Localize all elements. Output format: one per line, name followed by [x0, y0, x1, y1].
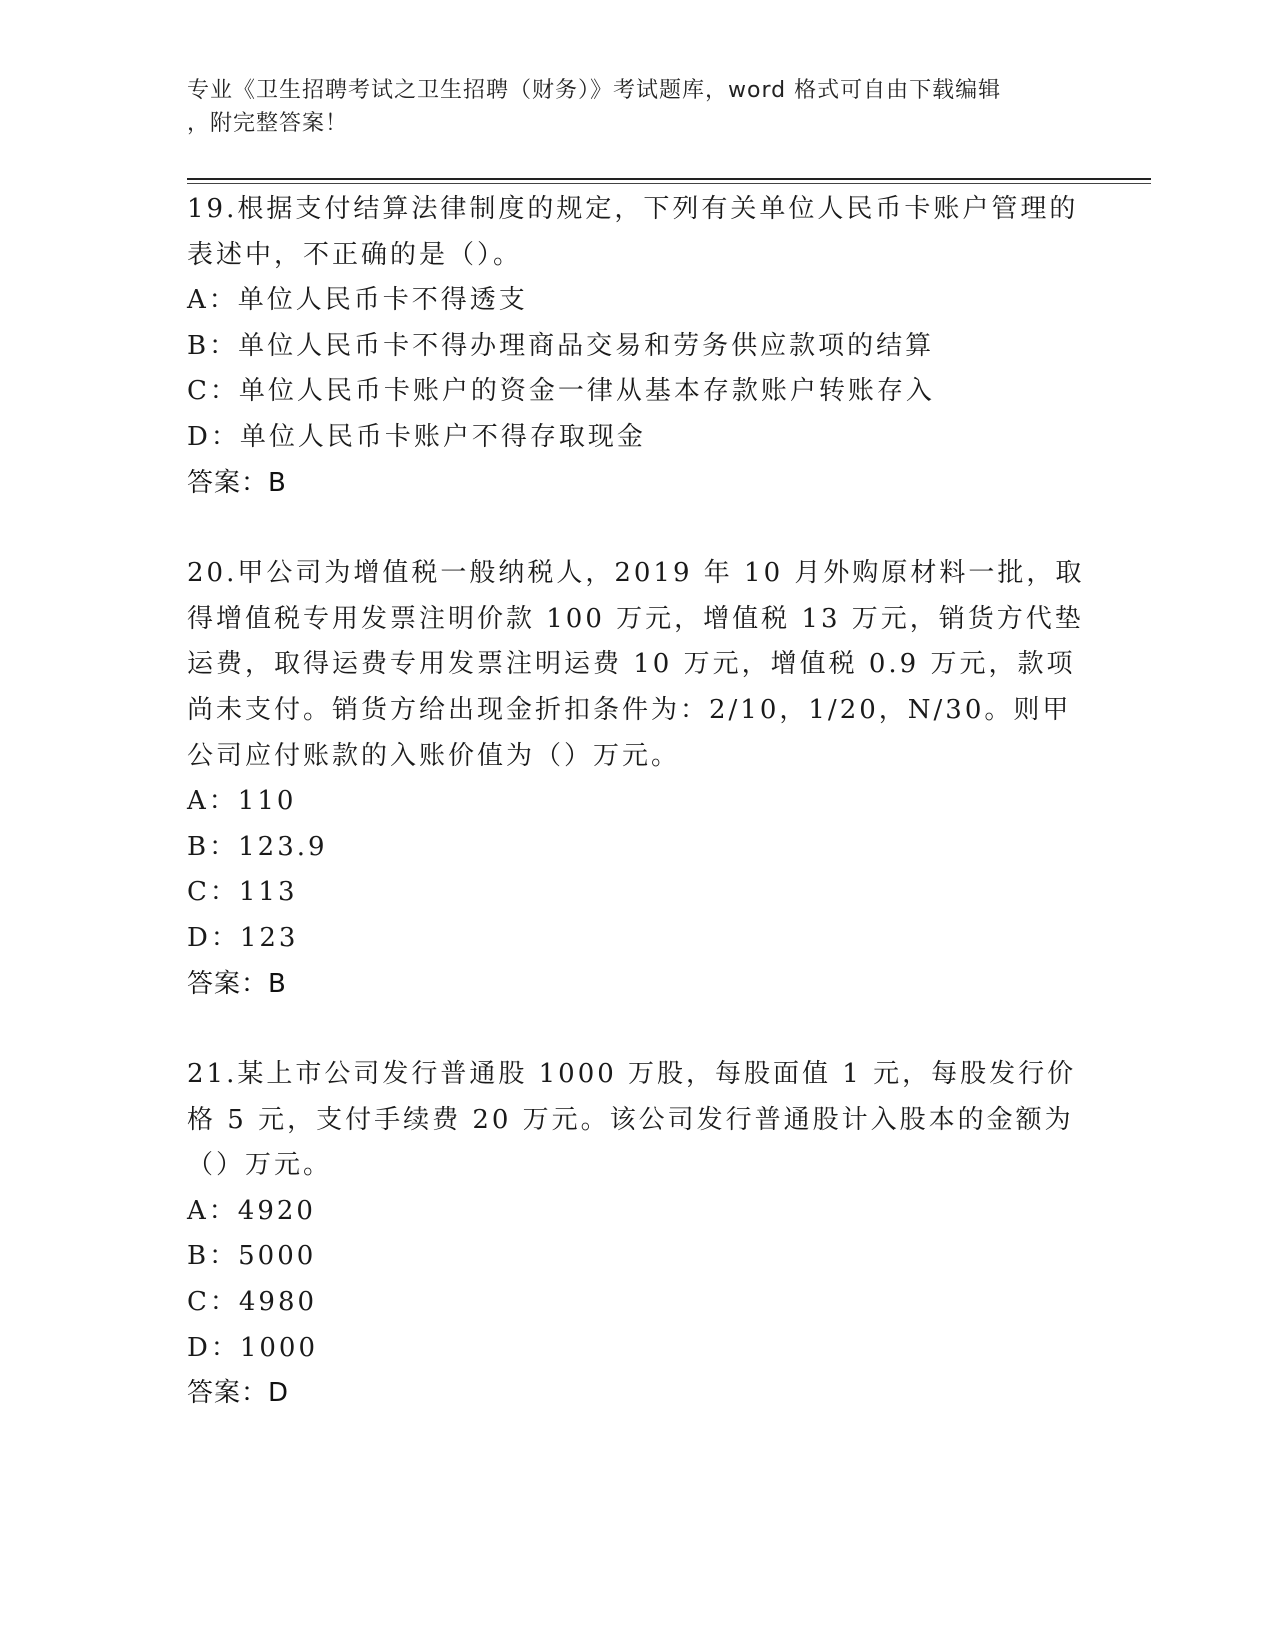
question-20 [187, 551, 1087, 1007]
header-rule-thin [187, 183, 1151, 184]
header-rule-thick [187, 178, 1151, 180]
option-c: C：单位人民币卡账户的资金一律从基本存款账户转账存入 [187, 376, 935, 407]
option-d: D：单位人民币卡账户不得存取现金 [187, 421, 646, 452]
option-a: A：4920 [187, 1195, 316, 1226]
question-21 [187, 1052, 1087, 1417]
option-a: A：110 [187, 786, 297, 817]
header-line-2: ，附完整答案！ [187, 111, 349, 136]
document-header [187, 74, 1067, 140]
header-line-1: 专业《卫生招聘考试之卫生招聘（财务）》考试题库，word 格式可自由下载编辑 [187, 78, 1002, 103]
question-stem: 19.根据支付结算法律制度的规定，下列有关单位人民币卡账户管理的表述中，不正确的是（）。 [187, 194, 1079, 270]
option-c: C：113 [187, 877, 298, 908]
question-19 [187, 187, 1087, 506]
option-a: A：单位人民币卡不得透支 [187, 285, 528, 316]
question-list [187, 187, 1087, 1462]
question-stem: 20.甲公司为增值税一般纳税人，2019 年 10 月外购原材料一批，取得增值税专用发票注明价款 100 万元，增值税 13 万元，销货方代垫运费，取得运费专用发票注明运费 10 万元，增值税 0.9 万元，款项尚未支付。销货方给出现金折扣条件为：2/10，1/20，N/30。则甲公司应付账款的入账价值为（）万元。 [187, 558, 1085, 771]
answer-line: 答案：D [187, 1378, 290, 1409]
option-b: B：5000 [187, 1241, 317, 1272]
answer-line: 答案：B [187, 968, 287, 999]
option-d: D：1000 [187, 1332, 319, 1363]
option-c: C：4980 [187, 1287, 318, 1318]
option-b: B：单位人民币卡不得办理商品交易和劳务供应款项的结算 [187, 330, 935, 361]
option-d: D：123 [187, 922, 299, 953]
question-stem: 21.某上市公司发行普通股 1000 万股，每股面值 1 元，每股发行价格 5 元，支付手续费 20 万元。该公司发行普通股计入股本的金额为（）万元。 [187, 1059, 1077, 1181]
option-b: B：123.9 [187, 831, 328, 862]
answer-line: 答案：B [187, 467, 287, 498]
